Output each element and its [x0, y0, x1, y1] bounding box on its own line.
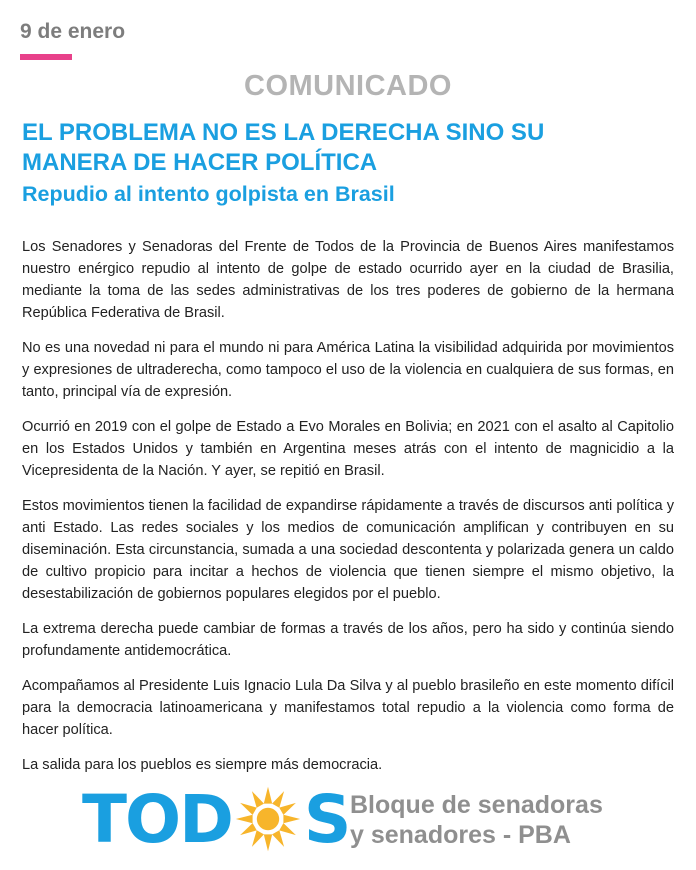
date-accent-bar: [20, 54, 72, 60]
logo-text-right: S: [303, 780, 350, 858]
bloque-label: [350, 790, 603, 850]
date-label: 9 de enero: [20, 20, 126, 43]
kicker: COMUNICADO: [244, 70, 452, 102]
headline: [22, 118, 682, 178]
footer: [0, 780, 696, 860]
subheadline: Repudio al intento golpista en Brasil: [22, 182, 395, 206]
bloque-line-1: Bloque de senadoras: [350, 791, 603, 819]
logo-text-left: TOD: [82, 780, 232, 858]
bloque-line-2: y senadores - PBA: [350, 821, 571, 849]
paragraph-6: Acompañamos al Presidente Luis Ignacio Lula Da Silva y al pueblo brasileño en este momento difícil para la democracia latinoamericana y manifestamos total repudio a la violencia como forma de hacer política.: [22, 678, 674, 738]
paragraph-1: Los Senadores y Senadoras del Frente de Todos de la Provincia de Buenos Aires manifestamos nuestro enérgico repudio al intento de golpe de estado ocurrido ayer en la ciudad de Brasilia, mediante la toma de las sedes administrativas de los tres poderes de gobierno de la hermana República Federativa de Brasil.: [22, 239, 674, 321]
paragraph-4: Estos movimientos tienen la facilidad de expandirse rápidamente a través de discursos anti política y anti Estado. Las redes sociales y los medios de comunicación amplifican y contribuyen en su diseminación. Esta circunstancia, sumada a una sociedad descontenta y polarizada genera un caldo de cultivo propicio para incitar a hechos de violencia que tienen siempre el mismo objetivo, la desestabilización de gobiernos populares elegidos por el pueblo.: [22, 498, 674, 602]
paragraph-3: Ocurrió en 2019 con el golpe de Estado a Evo Morales en Bolivia; en 2021 con el asalto al Capitolio en los Estados Unidos y también en Argentina meses atrás con el intento de magnicidio a la Vicepresidenta de la Nación. Y ayer, se repitió en Brasil.: [22, 419, 674, 479]
paragraph-7: La salida para los pueblos es siempre más democracia.: [22, 757, 383, 773]
headline-line-1: EL PROBLEMA NO ES LA DERECHA SINO SU: [22, 119, 545, 146]
headline-line-2: MANERA DE HACER POLÍTICA: [22, 149, 378, 176]
sun-icon: [233, 784, 303, 854]
todos-logo: [82, 780, 350, 858]
paragraph-2: No es una novedad ni para el mundo ni para América Latina la visibilidad adquirida por movimientos y expresiones de ultraderecha, como tampoco el uso de la violencia en cualquiera de sus formas, en tanto, principal vía de expresión.: [22, 340, 674, 400]
statement-body: [22, 236, 674, 789]
paragraph-5: La extrema derecha puede cambiar de formas a través de los años, pero ha sido y continúa siendo profundamente antidemocrática.: [22, 621, 674, 659]
